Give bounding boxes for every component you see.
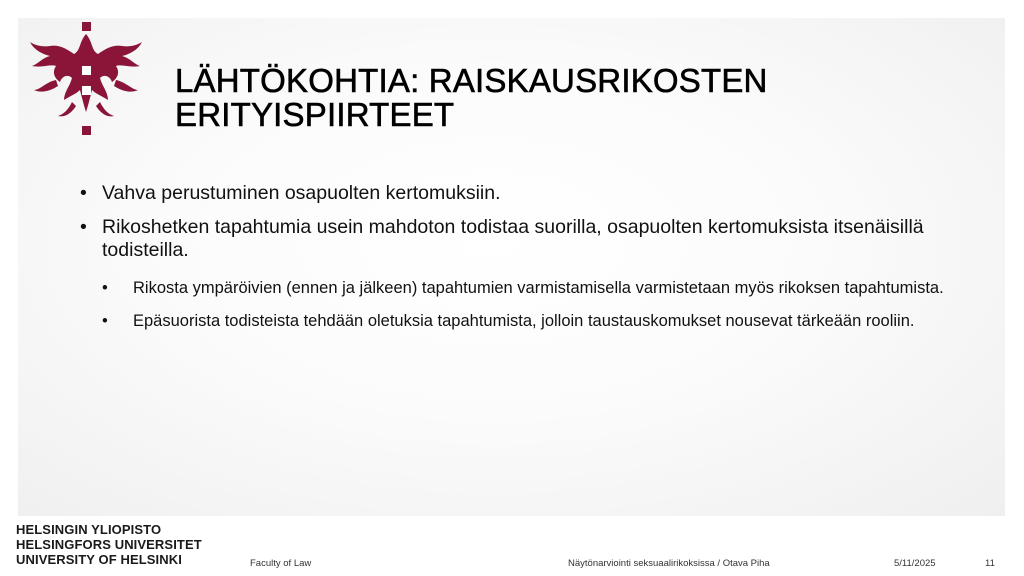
university-name-fi: HELSINGIN YLIOPISTO: [16, 522, 162, 537]
sub-bullet-text: Epäsuorista todisteista tehdään oletuksia tapahtumista, jolloin taustauskomukset nousevat tärkeään rooliin.: [133, 312, 915, 330]
slide-title: [175, 64, 975, 132]
helsinki-flame-logo-icon: [24, 20, 150, 136]
sub-bullet-marker: •: [102, 312, 108, 330]
sub-bullet-marker: •: [102, 279, 108, 297]
university-name: [16, 522, 202, 567]
sub-bullet-item: [80, 278, 1013, 298]
slide-title-line1: LÄHTÖKOHTIA: RAISKAUSRIKOSTEN: [175, 62, 768, 99]
slide-title-line2: ERITYISPIIRTEET: [175, 96, 455, 133]
university-name-sv: HELSINGFORS UNIVERSITET: [16, 537, 202, 552]
bullet-text: Rikoshetken tapahtumia usein mahdoton todistaa suorilla, osapuolten kertomuksista itsenäisillä todisteilla.: [102, 216, 924, 261]
sub-bullet-item: [80, 311, 1013, 331]
sub-bullet-text: Rikosta ympäröivien (ennen ja jälkeen) tapahtumien varmistamisella varmistetaan myös rikoksen tapahtumista.: [133, 279, 944, 297]
footer-faculty: Faculty of Law: [250, 558, 312, 569]
bullet-list: [80, 182, 985, 344]
footer-page-number: 11: [985, 558, 995, 569]
bullet-marker: •: [80, 182, 87, 204]
bullet-item: [80, 182, 985, 205]
university-name-en: UNIVERSITY OF HELSINKI: [16, 552, 182, 567]
bullet-text: Vahva perustuminen osapuolten kertomuksiin.: [102, 182, 501, 204]
bullet-item: [80, 216, 985, 262]
footer-date: 5/11/2025: [894, 558, 936, 569]
bullet-marker: •: [80, 216, 87, 238]
footer-talk-title: Näytönarviointi seksuaalirikoksissa / Otava Piha: [568, 558, 770, 569]
